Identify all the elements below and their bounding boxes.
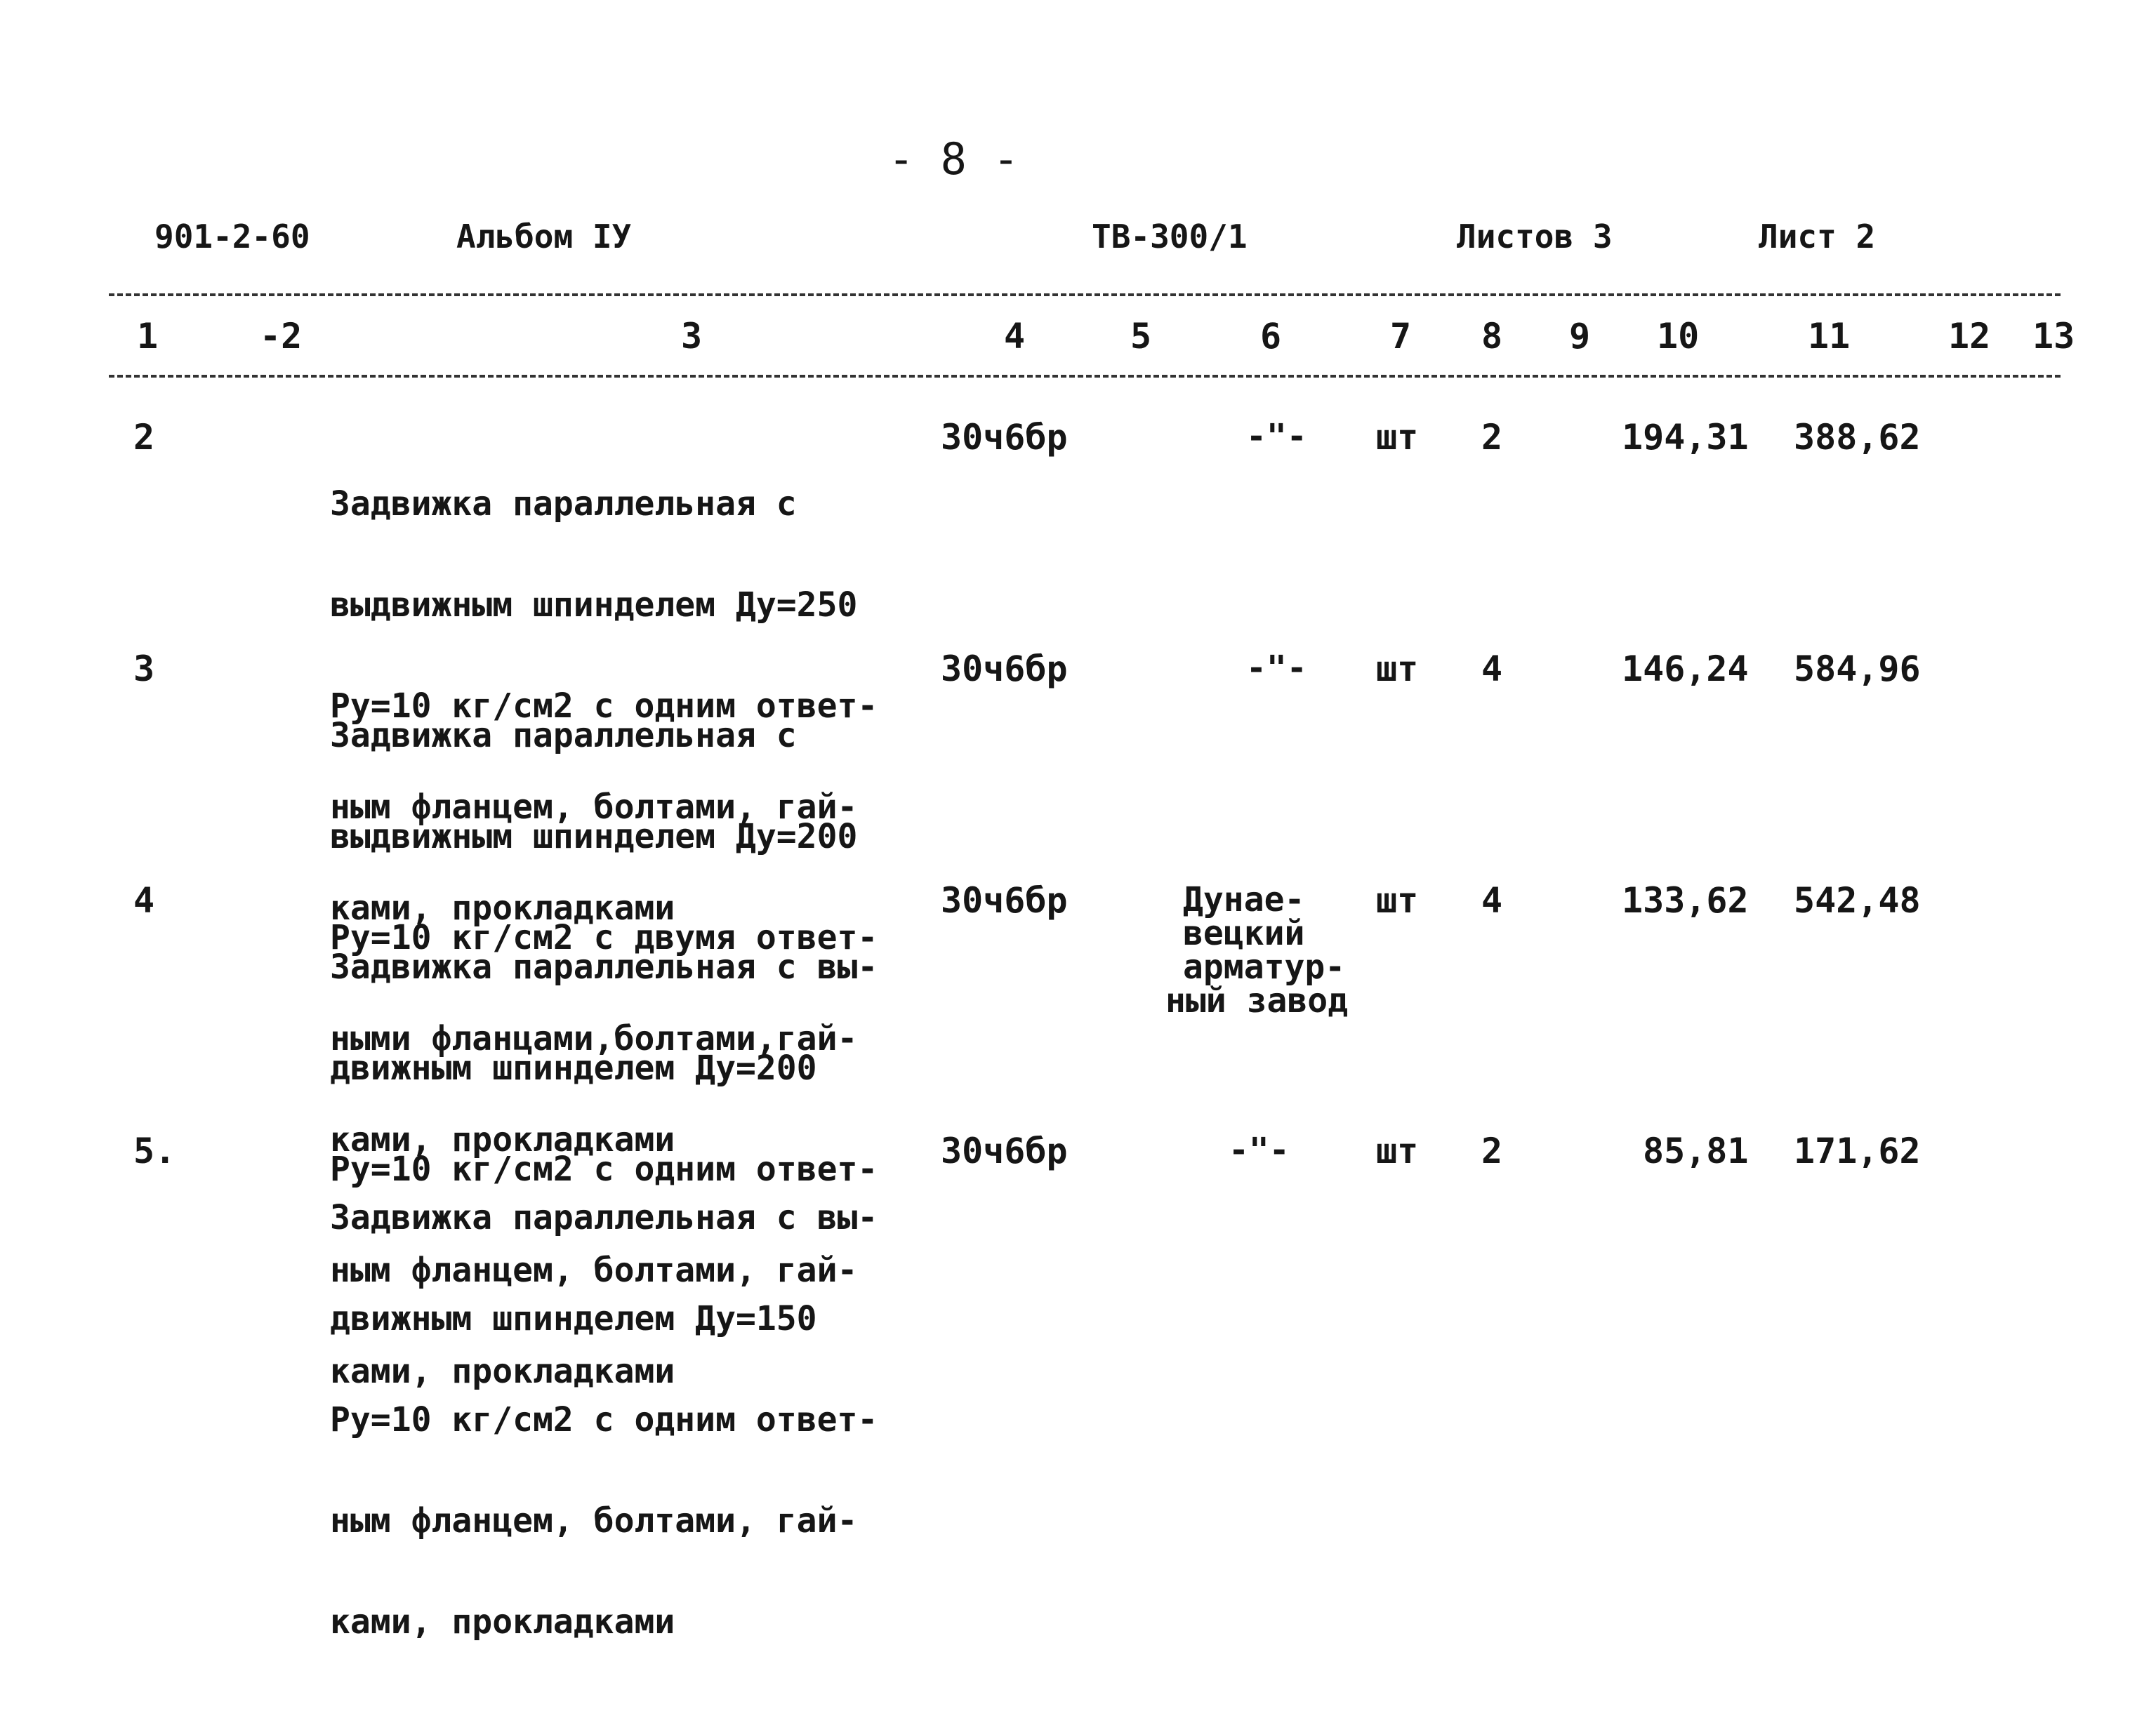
manufacturer bbox=[1165, 880, 1349, 1020]
description-line: ным фланцем, болтами, гай- bbox=[330, 787, 858, 827]
description-line: ками, прокладками bbox=[330, 1352, 675, 1391]
column-number: 5 bbox=[1130, 316, 1152, 357]
item-mark: 30ч6бр bbox=[941, 1131, 1068, 1171]
description-line: ным фланцем, болтами, гай- bbox=[330, 1251, 858, 1290]
sheet-number: Лист 2 bbox=[1759, 218, 1876, 255]
description-line: ным фланцем, болтами, гай- bbox=[330, 1501, 858, 1541]
column-number: 8 bbox=[1481, 316, 1503, 357]
column-number: 3 bbox=[681, 316, 703, 357]
unit: шт bbox=[1376, 649, 1419, 689]
item-mark: 30ч6бр bbox=[941, 880, 1068, 921]
total-price: 388,62 bbox=[1794, 417, 1921, 458]
manufacturer-line: -"- bbox=[1246, 649, 1307, 688]
row-number: 5. bbox=[133, 1131, 176, 1171]
item-description bbox=[330, 1133, 878, 1706]
column-number: 4 bbox=[1004, 316, 1026, 357]
manufacturer bbox=[1229, 1131, 1290, 1170]
description-line: ками, прокладками bbox=[330, 1602, 675, 1642]
description-line: ками, прокладками bbox=[330, 889, 675, 928]
unit: шт bbox=[1376, 1131, 1419, 1171]
quantity: 4 bbox=[1481, 649, 1503, 689]
total-price: 171,62 bbox=[1794, 1131, 1921, 1171]
project-code: 901-2-60 bbox=[154, 218, 310, 255]
description-line: Ру=10 кг/см2 с одним ответ- bbox=[330, 686, 878, 726]
column-number: 6 bbox=[1260, 316, 1282, 357]
item-mark: 30ч6бр bbox=[941, 649, 1068, 689]
description-line: Задвижка параллельная с вы- bbox=[330, 947, 878, 987]
column-number: 9 bbox=[1569, 316, 1591, 357]
item-mark: 30ч6бр bbox=[941, 417, 1068, 458]
quantity: 2 bbox=[1481, 1131, 1503, 1171]
description-line: ками, прокладками bbox=[330, 1120, 675, 1159]
description-line: Ру=10 кг/см2 с одним ответ- bbox=[330, 1400, 878, 1439]
manufacturer-line: -"- bbox=[1246, 417, 1307, 456]
description-line: Задвижка параллельная с bbox=[330, 716, 797, 755]
manufacturer-line: -"- bbox=[1229, 1131, 1290, 1170]
row-number: 3 bbox=[133, 649, 155, 689]
manufacturer-line: вецкий bbox=[1183, 914, 1305, 953]
manufacturer-line: Дунае- bbox=[1183, 880, 1305, 919]
unit-price: 194,31 bbox=[1622, 417, 1749, 458]
sheet-code: ТВ-300/1 bbox=[1092, 218, 1248, 255]
manufacturer bbox=[1246, 417, 1307, 456]
column-number: 12 bbox=[1948, 316, 1991, 357]
unit: шт bbox=[1376, 417, 1419, 458]
description-line: Ру=10 кг/см2 с двумя ответ- bbox=[330, 918, 878, 957]
total-price: 584,96 bbox=[1794, 649, 1921, 689]
header-rule-top bbox=[109, 293, 2061, 296]
manufacturer bbox=[1246, 649, 1307, 688]
quantity: 4 bbox=[1481, 880, 1503, 921]
column-number: 7 bbox=[1390, 316, 1412, 357]
unit-price: 146,24 bbox=[1622, 649, 1749, 689]
description-line: Задвижка параллельная с bbox=[330, 484, 797, 524]
header-rule-bottom bbox=[109, 375, 2061, 378]
column-number: 13 bbox=[2032, 316, 2075, 357]
description-line: Ру=10 кг/см2 с одним ответ- bbox=[330, 1150, 878, 1189]
description-line: движным шпинделем Ду=150 bbox=[330, 1299, 817, 1338]
description-line: выдвижным шпинделем Ду=250 bbox=[330, 585, 858, 625]
manufacturer-line: ный завод bbox=[1165, 981, 1349, 1020]
total-price: 542,48 bbox=[1794, 880, 1921, 921]
row-number: 2 bbox=[133, 417, 155, 458]
unit: шт bbox=[1376, 880, 1419, 921]
column-number: 11 bbox=[1808, 316, 1851, 357]
sheets-total: Листов 3 bbox=[1457, 218, 1613, 255]
row-number: 4 bbox=[133, 880, 155, 921]
column-number: 10 bbox=[1657, 316, 1700, 357]
unit-price: 133,62 bbox=[1622, 880, 1749, 921]
description-line: движным шпинделем Ду=200 bbox=[330, 1049, 817, 1088]
manufacturer-line: арматур- bbox=[1183, 947, 1346, 987]
page-number: - 8 - bbox=[888, 133, 1019, 185]
album-label: Альбом IУ bbox=[456, 218, 632, 255]
quantity: 2 bbox=[1481, 417, 1503, 458]
description-line: Задвижка параллельная с вы- bbox=[330, 1198, 878, 1237]
column-number: -2 bbox=[260, 316, 303, 357]
description-line: ными фланцами,болтами,гай- bbox=[330, 1019, 858, 1058]
column-number: 1 bbox=[137, 316, 159, 357]
unit-price: 85,81 bbox=[1643, 1131, 1749, 1171]
description-line: выдвижным шпинделем Ду=200 bbox=[330, 817, 858, 856]
